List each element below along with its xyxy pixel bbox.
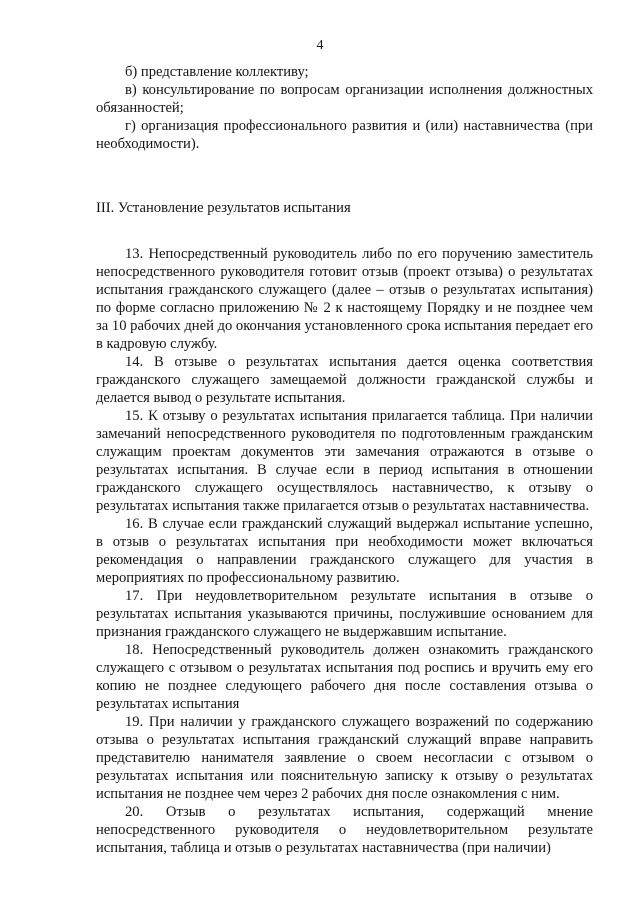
list-item-b: б) представление коллективу; (125, 64, 309, 80)
paragraph-13: 13. Непосредственный руководитель либо по его поручению заместитель непосредственного руководителя готовит отзыв (проект отзыва) о результатах испытания гражданского служащего (далее – отзыв о результатах испытания) по форме согласно приложению № 2 к настоящему Порядку и не позднее чем за 10 рабочих дней до окончания установленного срока испытания передает его в кадровую службу. (96, 246, 593, 352)
page-number: 4 (316, 38, 324, 53)
paragraph-15: 15. К отзыву о результатах испытания прилагается таблица. При наличии замечаний непосредственного руководителя по подготовленным гражданским служащим проектам документов эти замечания отражаются в отзыве о результатах испытания. В случае если в период испытания в отношении гражданского служащего осуществлялось наставничество, к отзыву о результатах испытания также прилагается отзыв о результатах наставничества. (96, 408, 593, 514)
section-heading: III. Установление результатов испытания (96, 200, 351, 216)
document-body (96, 63, 593, 857)
paragraph-16: 16. В случае если гражданский служащий выдержал испытание успешно, в отзыв о результатах испытания при необходимости может включаться рекомендация о направлении гражданского служащего для участия в мероприятиях по профессиональному развитию. (96, 516, 593, 586)
paragraph-19: 19. При наличии у гражданского служащего возражений по содержанию отзыва о результатах испытания гражданский служащий вправе направить представителю нанимателя заявление о своем несогласии с отзывом о результатах испытания или пояснительную записку к отзыву о результатах испытания не позднее чем через 2 рабочих дня после ознакомления с ним. (96, 714, 593, 802)
paragraph-17: 17. При неудовлетворительном результате испытания в отзыве о результатах испытания указываются причины, послужившие основанием для признания гражданского служащего не выдержавшим испытание. (96, 588, 593, 640)
paragraph-18: 18. Непосредственный руководитель должен ознакомить гражданского служащего с отзывом о результатах испытания под роспись и вручить ему его копию не позднее следующего рабочего дня после составления отзыва о результатах испытания (96, 642, 593, 712)
list-item-g: г) организация профессионального развития и (или) наставничества (при необходимости). (96, 118, 593, 152)
paragraph-14: 14. В отзыве о результатах испытания дается оценка соответствия гражданского служащего замещаемой должности гражданской службы и делается вывод о результате испытания. (96, 354, 593, 406)
paragraph-20: 20. Отзыв о результатах испытания, содержащий мнение непосредственного руководителя о неудовлетворительном результате испытания, таблица и отзыв о результатах наставничества (при наличии) (96, 804, 593, 856)
list-item-v: в) консультирование по вопросам организации исполнения должностных обязанностей; (96, 82, 593, 116)
